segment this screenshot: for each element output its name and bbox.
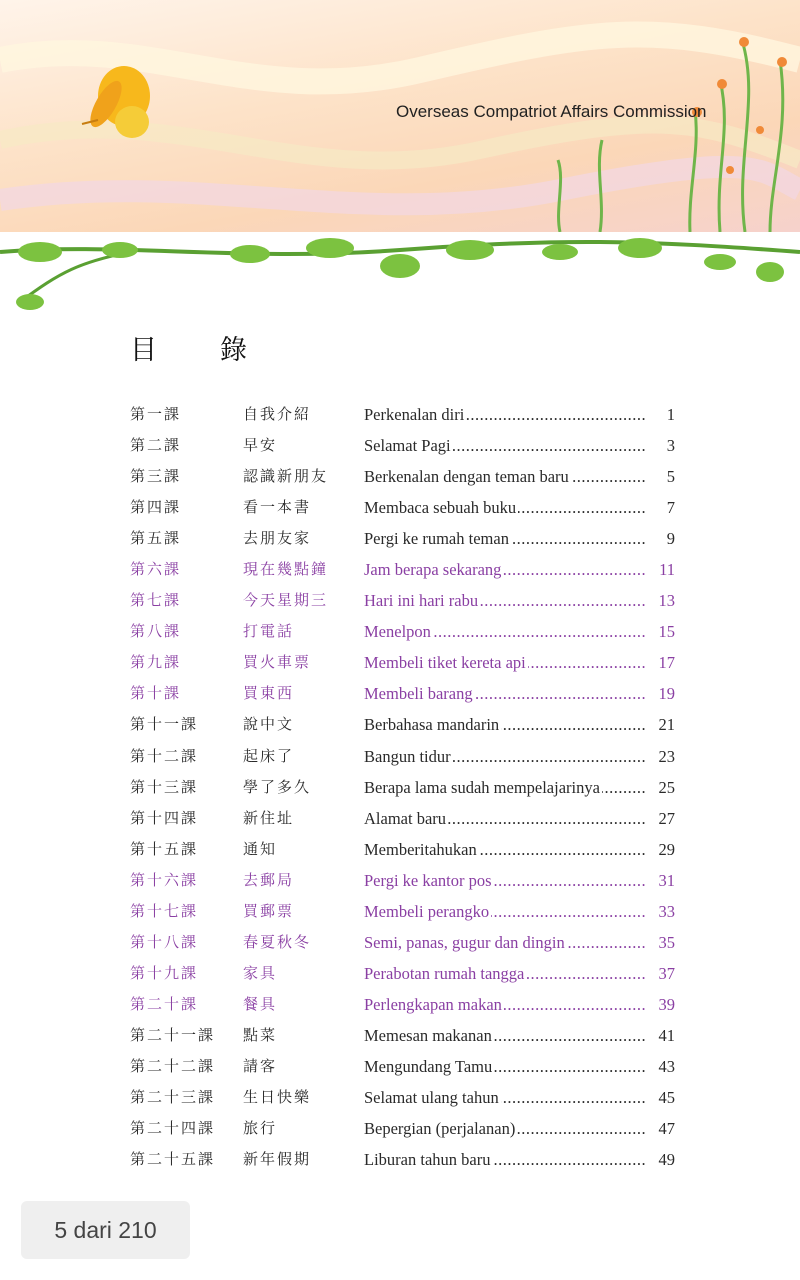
lesson-number: 第八課 bbox=[130, 622, 182, 641]
indonesian-title bbox=[364, 927, 647, 958]
indonesian-title-text: Pergi ke kantor pos bbox=[364, 870, 492, 890]
lesson-number: 第二課 bbox=[130, 436, 182, 455]
lesson-number: 第二十一課 bbox=[130, 1025, 216, 1044]
page-number: 1 bbox=[666, 405, 675, 424]
indonesian-title-text: Selamat ulang tahun bbox=[364, 1088, 499, 1108]
indonesian-title-text: Hari ini hari rabu bbox=[364, 591, 479, 611]
vine-divider bbox=[0, 232, 800, 322]
lesson-number: 第十課 bbox=[130, 684, 182, 703]
toc-row[interactable] bbox=[130, 585, 675, 616]
indonesian-title-text: Perabotan rumah tangga bbox=[364, 963, 525, 983]
chinese-title: 新年假期 bbox=[243, 1150, 312, 1169]
indonesian-title-text: Perlengkapan makan bbox=[364, 994, 502, 1014]
chinese-title: 請客 bbox=[243, 1056, 278, 1075]
toc-row[interactable] bbox=[130, 1051, 675, 1082]
chinese-title: 今天星期三 bbox=[243, 591, 329, 610]
page-number: 47 bbox=[658, 1119, 675, 1139]
toc-row[interactable] bbox=[130, 461, 675, 492]
toc-row[interactable] bbox=[130, 1082, 675, 1113]
page-number: 29 bbox=[658, 839, 675, 859]
indonesian-title-text: Berapa lama sudah mempelajarinya bbox=[364, 777, 600, 797]
indonesian-title-text: Memesan makanan bbox=[364, 1025, 492, 1045]
chinese-title: 新住址 bbox=[243, 808, 295, 827]
chinese-title: 買東西 bbox=[243, 684, 295, 703]
indonesian-title bbox=[364, 523, 647, 554]
indonesian-title bbox=[364, 492, 647, 523]
toc-row[interactable] bbox=[130, 709, 675, 740]
lesson-number: 第二十課 bbox=[130, 994, 199, 1013]
toc-row[interactable] bbox=[130, 741, 675, 772]
page-number: 25 bbox=[658, 777, 675, 797]
chinese-title: 早安 bbox=[243, 436, 278, 455]
page-indicator: 5 dari 210 bbox=[21, 1201, 190, 1259]
page-number: 17 bbox=[658, 653, 675, 673]
lesson-number: 第七課 bbox=[130, 591, 182, 610]
page-number: 5 bbox=[666, 467, 675, 487]
indonesian-title bbox=[364, 430, 647, 461]
toc-row[interactable] bbox=[130, 865, 675, 896]
indonesian-title bbox=[364, 585, 647, 616]
toc-row[interactable] bbox=[130, 896, 675, 927]
page-number: 21 bbox=[658, 715, 675, 735]
lesson-number: 第九課 bbox=[130, 653, 182, 672]
indonesian-title-text: Bangun tidur bbox=[364, 746, 451, 766]
toc-row[interactable] bbox=[130, 834, 675, 865]
chinese-title: 自我介紹 bbox=[243, 405, 312, 423]
indonesian-title bbox=[364, 865, 647, 896]
chinese-title: 去郵局 bbox=[243, 870, 295, 889]
lesson-number: 第二十三課 bbox=[130, 1088, 216, 1107]
indonesian-title bbox=[364, 896, 647, 927]
lesson-number: 第十四課 bbox=[130, 808, 199, 827]
indonesian-title bbox=[364, 803, 647, 834]
indonesian-title-text: Memberitahukan bbox=[364, 839, 477, 859]
page-number: 43 bbox=[658, 1056, 675, 1076]
chinese-title: 春夏秋冬 bbox=[243, 932, 312, 951]
lesson-number: 第二十五課 bbox=[130, 1150, 216, 1169]
indonesian-title bbox=[364, 1144, 647, 1175]
toc-row[interactable] bbox=[130, 958, 675, 989]
toc-row[interactable] bbox=[130, 1020, 675, 1051]
page-number: 27 bbox=[658, 808, 675, 828]
chinese-title: 現在幾點鐘 bbox=[243, 560, 329, 579]
chinese-title: 去朋友家 bbox=[243, 529, 312, 548]
chinese-title: 打電話 bbox=[243, 622, 295, 641]
indonesian-title bbox=[364, 678, 647, 709]
chinese-title: 旅行 bbox=[243, 1119, 278, 1138]
indonesian-title bbox=[364, 989, 647, 1020]
lesson-number: 第十六課 bbox=[130, 870, 199, 889]
toc-row[interactable] bbox=[130, 492, 675, 523]
lesson-number: 第三課 bbox=[130, 467, 182, 486]
indonesian-title-text: Berbahasa mandarin bbox=[364, 715, 500, 735]
indonesian-title bbox=[364, 1082, 647, 1113]
indonesian-title-text: Membeli perangko bbox=[364, 901, 490, 921]
chinese-title: 買火車票 bbox=[243, 653, 312, 672]
toc-row[interactable] bbox=[130, 678, 675, 709]
toc-row[interactable] bbox=[130, 616, 675, 647]
organization-name: Overseas Compatriot Affairs Commission bbox=[396, 102, 707, 121]
indonesian-title-text: Liburan tahun baru bbox=[364, 1150, 491, 1170]
page-number: 49 bbox=[658, 1150, 675, 1170]
chinese-title: 看一本書 bbox=[243, 498, 312, 517]
indonesian-title-text: Alamat baru bbox=[364, 808, 447, 828]
chinese-title: 說中文 bbox=[243, 715, 295, 734]
indonesian-title-text: Semi, panas, gugur dan dingin bbox=[364, 932, 565, 952]
lesson-number: 第五課 bbox=[130, 529, 182, 548]
page-number: 9 bbox=[666, 529, 675, 549]
page-number: 31 bbox=[658, 870, 675, 890]
indonesian-title bbox=[364, 1020, 647, 1051]
indonesian-title-text: Pergi ke rumah teman bbox=[364, 529, 509, 549]
lesson-number: 第一課 bbox=[130, 405, 182, 423]
lesson-number: 第十八課 bbox=[130, 932, 199, 951]
page-number: 37 bbox=[658, 963, 675, 983]
indonesian-title bbox=[364, 741, 647, 772]
toc-row[interactable] bbox=[130, 772, 675, 803]
indonesian-title bbox=[364, 399, 647, 430]
indonesian-title bbox=[364, 616, 647, 647]
indonesian-title bbox=[364, 461, 647, 492]
chinese-title: 買郵票 bbox=[243, 901, 295, 920]
toc-row[interactable] bbox=[130, 399, 675, 430]
lesson-number: 第十二課 bbox=[130, 746, 199, 765]
page-number: 7 bbox=[666, 498, 675, 518]
indonesian-title-text: Membeli barang bbox=[364, 684, 473, 704]
toc-row[interactable] bbox=[130, 989, 675, 1020]
indonesian-title bbox=[364, 1051, 647, 1082]
header-banner bbox=[0, 0, 800, 232]
toc-row[interactable] bbox=[130, 523, 675, 554]
lesson-number: 第十五課 bbox=[130, 839, 199, 858]
page-number: 45 bbox=[658, 1088, 675, 1108]
lesson-number: 第十三課 bbox=[130, 777, 199, 796]
page-number: 35 bbox=[658, 932, 675, 952]
chinese-title: 通知 bbox=[243, 839, 278, 858]
chinese-title: 餐具 bbox=[243, 994, 278, 1013]
chinese-title: 認識新朋友 bbox=[243, 467, 329, 486]
page-number: 11 bbox=[659, 560, 675, 580]
lesson-number: 第四課 bbox=[130, 498, 182, 517]
toc-row[interactable] bbox=[130, 927, 675, 958]
indonesian-title bbox=[364, 709, 647, 740]
lesson-number: 第十九課 bbox=[130, 963, 199, 982]
lesson-number: 第十一課 bbox=[130, 715, 199, 734]
lesson-number: 第六課 bbox=[130, 560, 182, 579]
indonesian-title-text: Berkenalan dengan teman baru bbox=[364, 467, 569, 487]
page-number: 39 bbox=[658, 994, 675, 1014]
page-number: 3 bbox=[666, 436, 675, 456]
toc-row[interactable] bbox=[130, 647, 675, 678]
indonesian-title-text: Perkenalan diri bbox=[364, 405, 465, 424]
page-number: 19 bbox=[658, 684, 675, 704]
chinese-title: 起床了 bbox=[243, 746, 295, 765]
chinese-title: 學了多久 bbox=[243, 777, 312, 796]
page-number: 41 bbox=[658, 1025, 675, 1045]
indonesian-title bbox=[364, 958, 647, 989]
page-number: 13 bbox=[658, 591, 675, 611]
indonesian-title-text: Jam berapa sekarang bbox=[364, 560, 502, 580]
indonesian-title bbox=[364, 647, 647, 678]
page-number: 15 bbox=[658, 622, 675, 642]
page-number: 23 bbox=[658, 746, 675, 766]
toc-row[interactable] bbox=[130, 1113, 675, 1144]
lesson-number: 第十七課 bbox=[130, 901, 199, 920]
toc-row[interactable] bbox=[130, 430, 675, 461]
lesson-number: 第二十二課 bbox=[130, 1056, 216, 1075]
indonesian-title-text: Menelpon bbox=[364, 622, 431, 642]
toc-row[interactable] bbox=[130, 803, 675, 834]
chinese-title: 生日快樂 bbox=[243, 1088, 312, 1107]
toc-row[interactable] bbox=[130, 554, 675, 585]
page-number: 33 bbox=[658, 901, 675, 921]
chinese-title: 家具 bbox=[243, 963, 278, 982]
indonesian-title-text: Membeli tiket kereta api bbox=[364, 653, 526, 673]
indonesian-title-text: Membaca sebuah buku bbox=[364, 498, 517, 518]
chinese-title: 點菜 bbox=[243, 1025, 278, 1044]
lesson-number: 第二十四課 bbox=[130, 1119, 216, 1138]
indonesian-title-text: Mengundang Tamu bbox=[364, 1056, 493, 1076]
indonesian-title bbox=[364, 1113, 647, 1144]
indonesian-title bbox=[364, 834, 647, 865]
toc-row[interactable] bbox=[130, 1144, 675, 1175]
table-of-contents bbox=[130, 399, 675, 1175]
indonesian-title bbox=[364, 554, 647, 585]
indonesian-title-text: Bepergian (perjalanan) bbox=[364, 1119, 516, 1139]
indonesian-title-text: Selamat Pagi bbox=[364, 436, 451, 456]
indonesian-title bbox=[364, 772, 647, 803]
